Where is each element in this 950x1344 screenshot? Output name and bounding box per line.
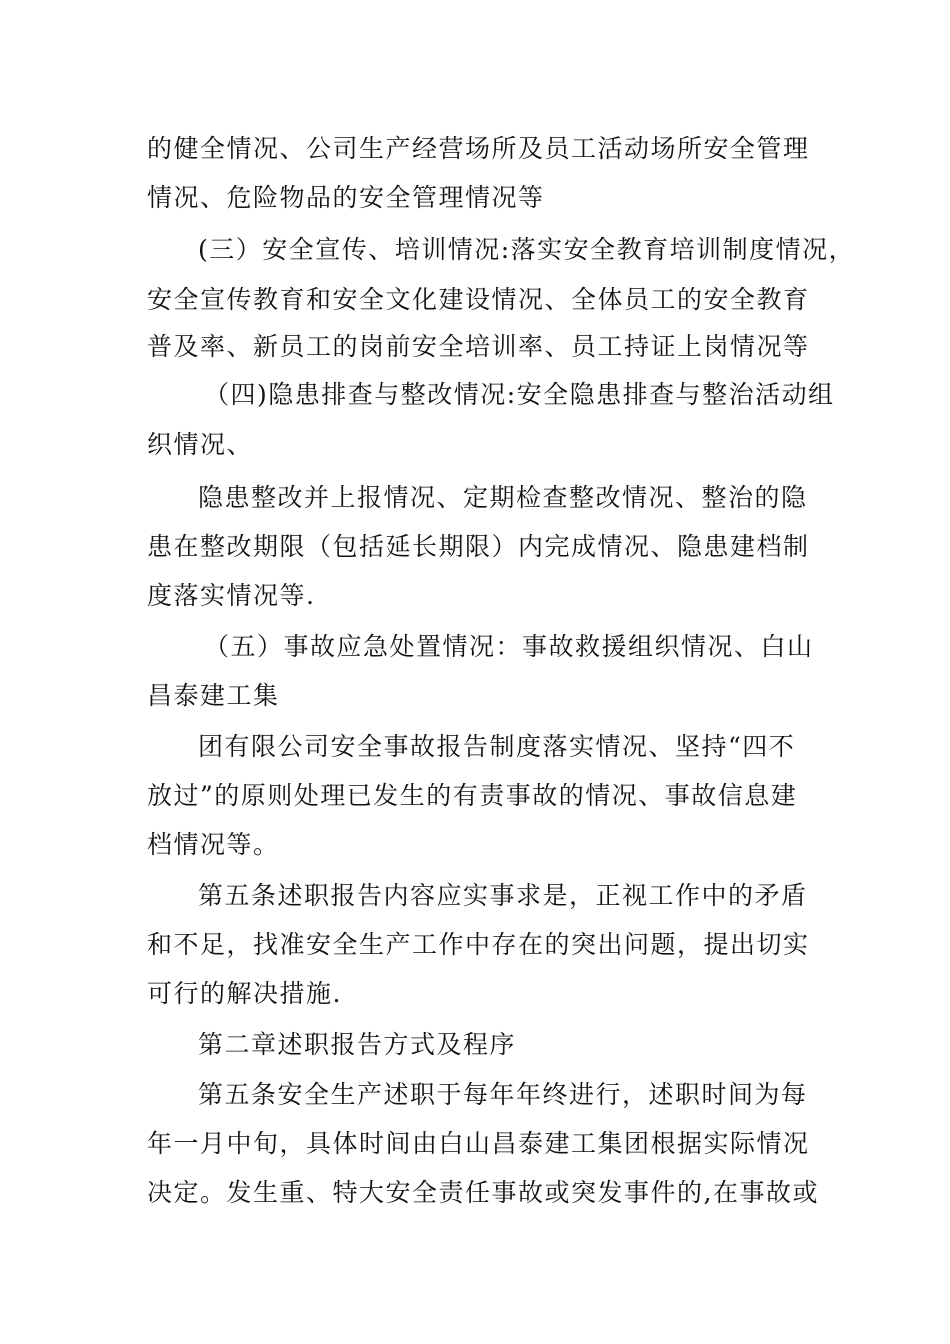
text-line: 可行的解决措施. (147, 979, 342, 1008)
text-line: 昌泰建工集 (147, 681, 280, 710)
text-line: 第五条述职报告内容应实事求是，正视工作中的矛盾 (198, 881, 808, 910)
text-line: （五）事故应急处置情况：事故救援组织情况、白山 (204, 632, 814, 661)
text-line: 放过”的原则处理已发生的有责事故的情况、事故信息建 (147, 781, 798, 810)
text-line: 普及率、新员工的岗前安全培训率、员工持证上岗情况等 (147, 332, 810, 361)
text-line: 决定。发生重、特大安全责任事故或突发事件的,在事故或 (147, 1178, 819, 1207)
text-line: （四)隐患排查与整改情况:安全隐患排查与整治活动组 (204, 380, 835, 409)
text-line: 年一月中旬，具体时间由白山昌泰建工集团根据实际情况 (147, 1129, 810, 1158)
text-line: 安全宣传教育和安全文化建设情况、全体员工的安全教育 (147, 285, 810, 314)
text-line: 隐患整改并上报情况、定期检查整改情况、整治的隐 (198, 483, 808, 512)
text-line: 第五条安全生产述职于每年年终进行，述职时间为每 (198, 1080, 808, 1109)
section-heading: 第二章述职报告方式及程序 (198, 1030, 517, 1059)
text-line: 织情况、 (147, 430, 254, 459)
text-line: 和不足，找准安全生产工作中存在的突出问题，提出切实 (147, 930, 810, 959)
text-line: 团有限公司安全事故报告制度落实情况、坚持“四不 (198, 732, 796, 761)
text-line: 档情况等。 (147, 830, 280, 859)
text-line: (三）安全宣传、培训情况:落实安全教育培训制度情况， (198, 235, 856, 264)
text-line: 情况、危险物品的安全管理情况等 (147, 183, 545, 212)
text-line: 的健全情况、公司生产经营场所及员工活动场所安全管理 (147, 134, 810, 163)
text-line: 患在整改期限（包括延长期限）内完成情况、隐患建档制 (147, 532, 810, 561)
text-line: 度落实情况等. (147, 581, 316, 610)
